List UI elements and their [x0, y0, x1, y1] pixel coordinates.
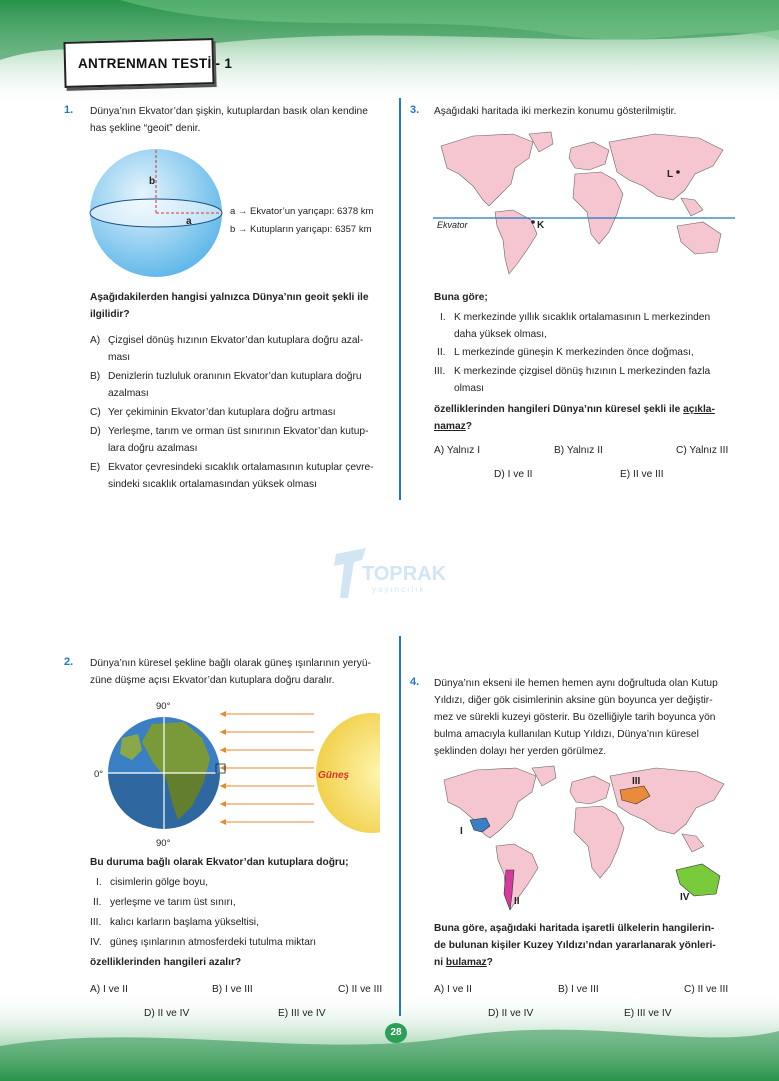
label-ii: II: [514, 896, 520, 907]
label-polar-radius: b → Kutupların yarıçapı: 6357 km: [230, 224, 372, 235]
q1-stem-line2: has şekline “geoit” denir.: [90, 123, 201, 134]
page-number: 28: [385, 1023, 407, 1043]
q2-option-e[interactable]: E) III ve IV: [278, 1008, 326, 1019]
southeast-asia-shape: [681, 198, 703, 216]
latitude-bottom-label: 90°: [156, 838, 171, 848]
q2-sun-rays-figure: [92, 698, 380, 848]
page-title: ANTRENMAN TESTİ - 1: [78, 56, 233, 71]
q4-option-e[interactable]: E) III ve IV: [624, 1008, 672, 1019]
q2-number: 2.: [64, 656, 74, 668]
africa-shape: [573, 172, 623, 244]
label-equator-radius: a → Ekvator’un yarıçapı: 6378 km: [230, 206, 374, 217]
q4-line1: Dünya’nın ekseni ile hemen hemen aynı doğrultuda olan Kutup: [434, 678, 718, 689]
q2-question: Bu duruma bağlı olarak Ekvator’dan kutuplara doğru;: [90, 857, 349, 868]
q4-option-d[interactable]: D) II ve IV: [488, 1008, 534, 1019]
north-america-shape: [441, 134, 533, 206]
latitude-zero-label: 0°: [94, 769, 104, 780]
q4-line5: şeklinden dolayı her yerden görülmez.: [434, 746, 607, 757]
q3-option-a[interactable]: A) Yalnız I: [434, 445, 481, 456]
point-l-marker: [676, 170, 680, 174]
q3-option-c[interactable]: C) Yalnız III: [676, 445, 729, 456]
q4-option-c[interactable]: C) II ve III: [684, 984, 729, 995]
q4-line2: Yıldızı, diğer gök cisimlerinin aksine gün boyunca yer değiştir-: [434, 695, 713, 706]
point-l-label: L: [667, 169, 674, 180]
q4-number: 4.: [410, 676, 420, 688]
africa-shape: [574, 806, 624, 878]
q3-number: 3.: [410, 104, 420, 116]
q2-stem-line1: Dünya’nın küresel şekline bağlı olarak güneş ışınlarının yeryü-: [90, 658, 371, 669]
south-america-shape: [495, 210, 537, 274]
q2-option-a[interactable]: A) I ve II: [90, 984, 128, 995]
q3-option-d[interactable]: D) I ve II: [494, 469, 533, 480]
q3-option-b[interactable]: B) Yalnız II: [554, 445, 603, 456]
q2-ask: özelliklerinden hangileri azalır?: [90, 957, 242, 968]
q4-world-map: [436, 764, 734, 914]
q2-option-b[interactable]: B) I ve III: [212, 984, 253, 995]
column-divider-top: [399, 98, 401, 500]
asia-shape: [609, 134, 723, 200]
sun-rays: [220, 714, 314, 822]
q4-line3: mez ve sürekli kuzeyi gösterir. Bu özelliğiyle tarih boyunca yön: [434, 712, 716, 723]
label-iv: IV: [680, 892, 690, 903]
q3-option-e[interactable]: E) II ve III: [620, 469, 664, 480]
watermark-sub: yayıncılık: [372, 585, 426, 594]
q3-stem: Aşağıdaki haritada iki merkezin konumu gösterilmiştir.: [434, 106, 677, 117]
label-i: I: [460, 826, 463, 837]
europe-shape: [569, 142, 609, 170]
q3-ask-line2: namaz?: [434, 421, 472, 432]
q4-ask-line2: de bulunan kişiler Kuzey Yıldızı’ndan yararlanarak yönleri-: [434, 940, 716, 951]
q1-number: 1.: [64, 104, 74, 116]
q1-stem-line1: Dünya’nın Ekvator’dan şişkin, kutuplardan basık olan kendine: [90, 106, 368, 117]
label-a: a: [186, 216, 192, 227]
australia-shape: [677, 222, 721, 254]
sun-label: Güneş: [318, 770, 350, 781]
q2-option-d[interactable]: D) II ve IV: [144, 1008, 190, 1019]
publisher-watermark: [332, 540, 462, 610]
q1-question-line2: ilgilidir?: [90, 309, 130, 320]
q4-option-a[interactable]: A) I ve II: [434, 984, 472, 995]
point-k-label: K: [537, 220, 545, 231]
north-america-shape: [444, 768, 536, 838]
column-divider-bottom: [399, 636, 401, 1016]
q3-ask-line1: özelliklerinden hangileri Dünya’nın küresel şekli ile açıkla-: [434, 404, 715, 415]
watermark-brand: TOPRAK: [362, 563, 447, 585]
q4-ask-line3: ni bulamaz?: [434, 957, 493, 968]
q4-option-b[interactable]: B) I ve III: [558, 984, 599, 995]
q1-geoid-figure: [88, 148, 398, 283]
q3-world-map: [433, 128, 735, 280]
q4-ask-line1: Buna göre, aşağıdaki haritada işaretli ülkelerin hangilerin-: [434, 923, 715, 934]
europe-shape: [570, 776, 610, 804]
q4-line4: bulma amacıyla kullanılan Kutup Yıldızı, Dünya’nın küresel: [434, 729, 699, 740]
q2-stem-line2: züne düşme açısı Ekvator’dan kutuplara doğru daralır.: [90, 675, 335, 686]
latitude-top-label: 90°: [156, 701, 171, 712]
q2-option-c[interactable]: C) II ve III: [338, 984, 383, 995]
label-iii: III: [632, 776, 641, 787]
southeast-asia-shape: [682, 834, 704, 852]
point-k-marker: [531, 220, 535, 224]
q1-question-line1: Aşağıdakilerden hangisi yalnızca Dünya’nın geoit şekli ile: [90, 292, 369, 303]
q3-lead: Buna göre;: [434, 292, 488, 303]
equator-label: Ekvator: [437, 220, 468, 230]
label-b: b: [149, 176, 156, 187]
